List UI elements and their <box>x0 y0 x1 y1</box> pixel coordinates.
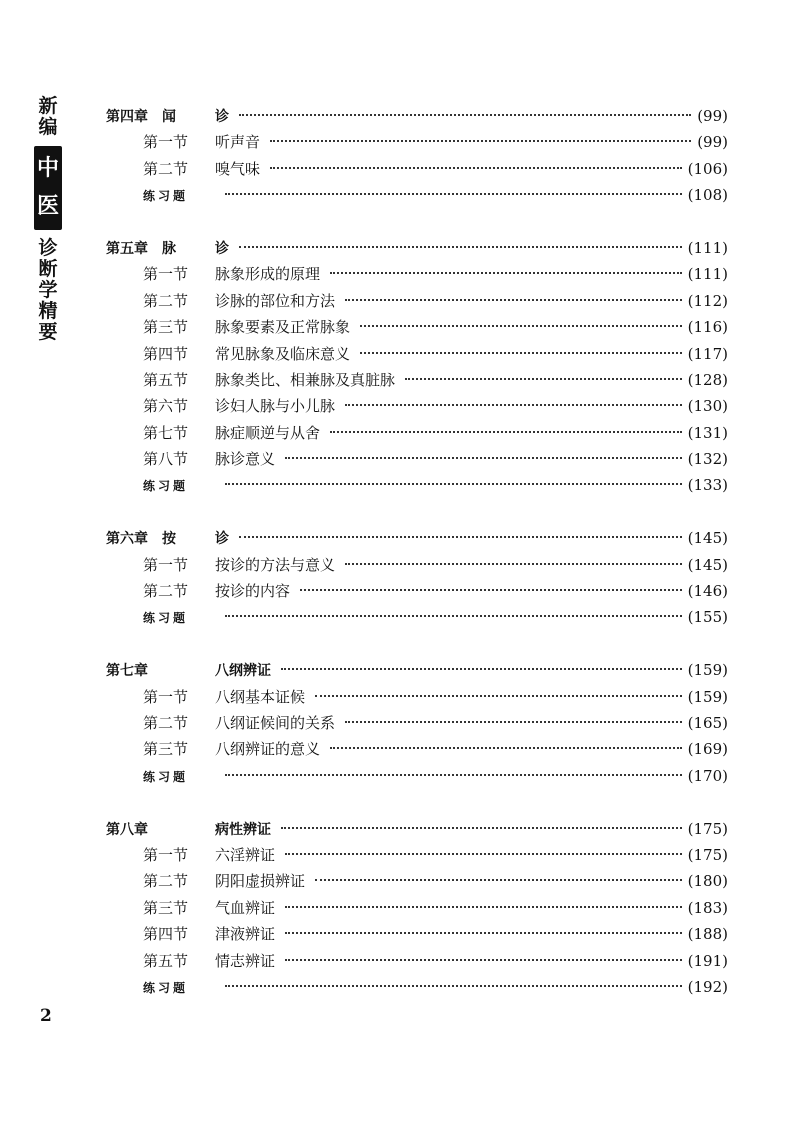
entry-title: 按诊的内容 <box>215 582 291 601</box>
entry-page: (106) <box>687 159 728 178</box>
section-entry[interactable] <box>106 578 728 604</box>
chapter-group <box>106 657 728 789</box>
dot-leader <box>330 747 682 749</box>
page-number: 2 <box>40 1006 52 1026</box>
entry-page: (183) <box>687 898 728 917</box>
entry-page: (132) <box>687 450 728 469</box>
entry-title: 阴阳虚损辨证 <box>215 872 306 891</box>
entry-label: 第三节 <box>143 898 189 917</box>
dot-leader <box>345 563 682 565</box>
entry-page: (145) <box>687 529 728 548</box>
section-entry[interactable] <box>106 948 728 974</box>
entry-title: 脉症顺逆与从舍 <box>215 423 321 442</box>
entry-title: 病性辨证 <box>215 821 271 838</box>
entry-label: 练习题 <box>143 189 189 204</box>
exercise-entry[interactable] <box>106 472 728 498</box>
entry-label: 练习题 <box>143 769 189 784</box>
entry-label: 第二节 <box>143 291 189 310</box>
entry-label: 第八章 <box>106 821 148 838</box>
dot-leader <box>225 193 682 195</box>
entry-page: (180) <box>687 872 728 891</box>
entry-title: 常见脉象及临床意义 <box>215 344 351 363</box>
entry-page: (192) <box>687 977 728 996</box>
exercise-entry[interactable] <box>106 182 728 208</box>
entry-label: 第一节 <box>143 265 189 284</box>
entry-label: 第六章 按 <box>106 531 176 548</box>
entry-label: 第五章 脉 <box>106 240 176 257</box>
section-entry[interactable] <box>106 420 728 446</box>
section-entry[interactable] <box>106 156 728 182</box>
entry-page: (111) <box>687 265 728 284</box>
entry-title: 津液辨证 <box>215 925 276 944</box>
section-entry[interactable] <box>106 710 728 736</box>
section-entry[interactable] <box>106 261 728 287</box>
entry-title: 脉象形成的原理 <box>215 265 321 284</box>
dot-leader <box>360 352 682 354</box>
entry-label: 第七章 <box>106 663 148 680</box>
dot-leader <box>225 615 682 617</box>
table-of-contents <box>106 103 728 1027</box>
entry-page: (159) <box>687 687 728 706</box>
entry-page: (112) <box>687 291 728 310</box>
entry-page: (155) <box>687 608 728 627</box>
dot-leader <box>281 827 682 829</box>
entry-page: (99) <box>697 133 728 152</box>
entry-label: 第六节 <box>143 397 189 416</box>
entry-label: 第二节 <box>143 872 189 891</box>
entry-label: 练习题 <box>143 611 189 626</box>
section-entry[interactable] <box>106 552 728 578</box>
section-entry[interactable] <box>106 736 728 762</box>
section-entry[interactable] <box>106 129 728 155</box>
entry-title: 气血辨证 <box>215 898 276 917</box>
entry-title: 情志辨证 <box>215 951 276 970</box>
entry-title: 诊 <box>215 531 229 548</box>
entry-page: (191) <box>687 951 728 970</box>
entry-page: (130) <box>687 397 728 416</box>
section-entry[interactable] <box>106 341 728 367</box>
dot-leader <box>285 853 682 855</box>
dot-leader <box>225 774 682 776</box>
entry-label: 第八节 <box>143 450 189 469</box>
entry-title: 八纲辨证 <box>215 663 271 680</box>
dot-leader <box>225 985 682 987</box>
exercise-entry[interactable] <box>106 604 728 630</box>
entry-label: 第一节 <box>143 555 189 574</box>
section-entry[interactable] <box>106 367 728 393</box>
entry-page: (165) <box>687 713 728 732</box>
entry-page: (128) <box>687 370 728 389</box>
entry-label: 第四章 闻 <box>106 109 176 125</box>
entry-page: (188) <box>687 925 728 944</box>
entry-label: 第五节 <box>143 370 189 389</box>
entry-title: 脉象类比、相兼脉及真脏脉 <box>215 370 396 389</box>
dot-leader <box>270 167 682 169</box>
entry-label: 第一节 <box>143 845 189 864</box>
dot-leader <box>285 457 682 459</box>
entry-page: (175) <box>687 845 728 864</box>
entry-title: 听声音 <box>215 133 261 152</box>
chapter-group <box>106 103 728 209</box>
entry-label: 第七节 <box>143 423 189 442</box>
entry-label: 第一节 <box>143 133 189 152</box>
entry-page: (159) <box>687 661 728 680</box>
chapter-group <box>106 525 728 631</box>
chapter-group <box>106 816 728 1001</box>
chapter-entry[interactable] <box>106 816 728 842</box>
dot-leader <box>345 721 682 723</box>
book-title-vertical <box>36 96 60 343</box>
section-entry[interactable] <box>106 895 728 921</box>
entry-page: (117) <box>687 344 728 363</box>
entry-label: 练习题 <box>143 980 189 995</box>
entry-label: 第三节 <box>143 740 189 759</box>
entry-title: 诊 <box>215 240 229 257</box>
exercise-entry[interactable] <box>106 763 728 789</box>
section-entry[interactable] <box>106 684 728 710</box>
dot-leader <box>285 959 682 961</box>
dot-leader <box>345 299 682 301</box>
entry-title: 诊 <box>215 109 229 125</box>
chapter-entry[interactable] <box>106 525 728 551</box>
entry-page: (131) <box>687 423 728 442</box>
entry-label: 第二节 <box>143 582 189 601</box>
entry-page: (108) <box>687 186 728 205</box>
book-title-box: 中医 <box>34 146 62 230</box>
entry-title: 按诊的方法与意义 <box>215 555 336 574</box>
section-entry[interactable] <box>106 921 728 947</box>
entry-title: 脉象要素及正常脉象 <box>215 318 351 337</box>
entry-label: 第二节 <box>143 159 189 178</box>
entry-title: 八纲辨证的意义 <box>215 740 321 759</box>
dot-leader <box>270 140 691 142</box>
dot-leader <box>405 378 682 380</box>
dot-leader <box>330 272 682 274</box>
dot-leader <box>225 483 682 485</box>
section-entry[interactable] <box>106 446 728 472</box>
entry-page: (111) <box>687 238 728 257</box>
entry-title: 六淫辨证 <box>215 845 276 864</box>
entry-label: 第五节 <box>143 951 189 970</box>
entry-page: (175) <box>687 819 728 838</box>
dot-leader <box>281 668 682 670</box>
entry-title: 诊妇人脉与小儿脉 <box>215 397 336 416</box>
entry-label: 第二节 <box>143 713 189 732</box>
entry-page: (116) <box>687 318 728 337</box>
entry-page: (170) <box>687 766 728 785</box>
dot-leader <box>360 325 682 327</box>
entry-title: 八纲基本证候 <box>215 687 306 706</box>
entry-label: 第四节 <box>143 925 189 944</box>
entry-label: 练习题 <box>143 479 189 494</box>
dot-leader <box>345 404 682 406</box>
chapter-entry[interactable] <box>106 235 728 261</box>
book-title-bottom: 诊断学精要 <box>38 237 58 343</box>
section-entry[interactable] <box>106 842 728 868</box>
entry-title: 诊脉的部位和方法 <box>215 291 336 310</box>
chapter-entry[interactable] <box>106 103 728 129</box>
dot-leader <box>239 114 691 116</box>
section-entry[interactable] <box>106 288 728 314</box>
chapter-entry[interactable] <box>106 657 728 683</box>
dot-leader <box>300 589 682 591</box>
book-title-top: 新编 <box>38 95 58 138</box>
entry-label: 第四节 <box>143 344 189 363</box>
chapter-group <box>106 235 728 499</box>
dot-leader <box>315 695 682 697</box>
entry-page: (133) <box>687 476 728 495</box>
entry-page: (99) <box>697 107 728 125</box>
entry-page: (169) <box>687 740 728 759</box>
entry-label: 第三节 <box>143 318 189 337</box>
entry-title: 八纲证候间的关系 <box>215 713 336 732</box>
entry-title: 脉诊意义 <box>215 450 276 469</box>
entry-page: (146) <box>687 582 728 601</box>
dot-leader <box>330 431 682 433</box>
entry-page: (145) <box>687 555 728 574</box>
dot-leader <box>285 932 682 934</box>
dot-leader <box>239 246 682 248</box>
section-entry[interactable] <box>106 393 728 419</box>
entry-label: 第一节 <box>143 687 189 706</box>
dot-leader <box>285 906 682 908</box>
exercise-entry[interactable] <box>106 974 728 1000</box>
dot-leader <box>239 536 682 538</box>
dot-leader <box>315 879 682 881</box>
section-entry[interactable] <box>106 314 728 340</box>
section-entry[interactable] <box>106 868 728 894</box>
entry-title: 嗅气味 <box>215 159 261 178</box>
